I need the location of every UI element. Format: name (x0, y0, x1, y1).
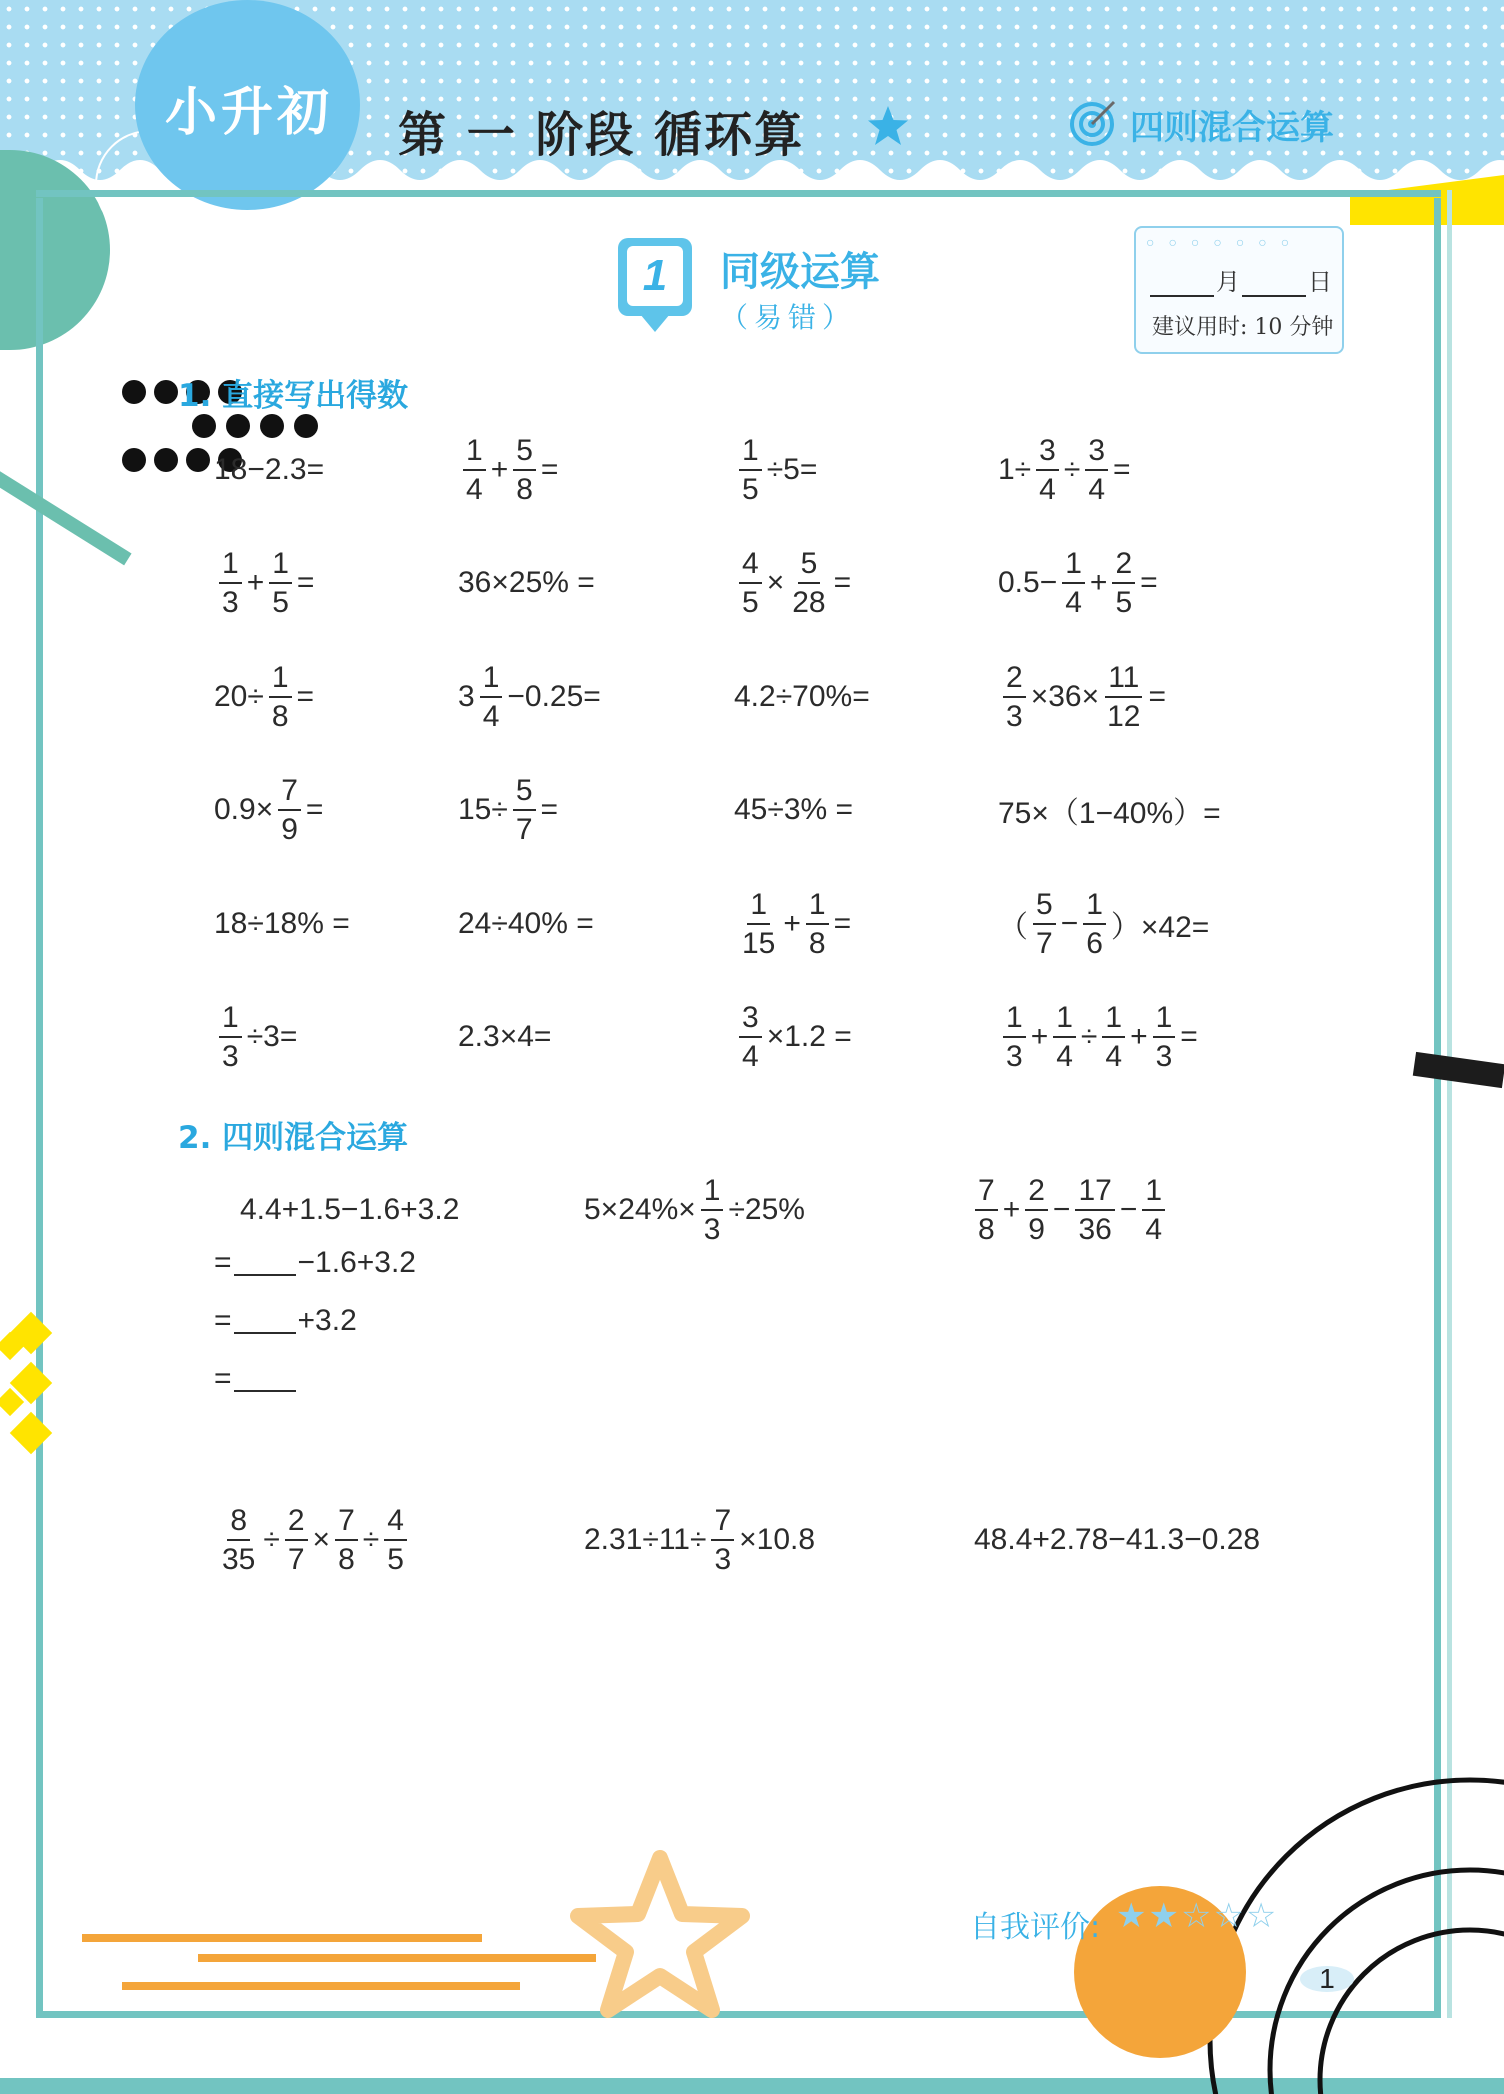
fraction (739, 546, 762, 619)
denominator: 15 (742, 926, 776, 960)
problem-r6-c4 (998, 997, 1198, 1077)
fraction (739, 887, 778, 960)
mixed-problem-5 (584, 1500, 815, 1580)
denominator: 8 (978, 1212, 995, 1246)
denominator: 9 (281, 812, 298, 846)
problem-r3-c2 (458, 657, 601, 737)
problem-r6-c1 (214, 997, 297, 1077)
denominator: 3 (222, 585, 239, 619)
problem-r4-c3 (734, 770, 853, 850)
fraction (739, 433, 762, 506)
fraction (269, 660, 292, 733)
part1-heading: 1. 直接写出得数 (178, 378, 409, 414)
expression-text: 0.5− (998, 566, 1058, 599)
expression-text: ×1.2 = (766, 1020, 852, 1053)
expression-text: 2.31÷11÷ (584, 1523, 707, 1556)
star-icon (866, 104, 910, 148)
fraction (1102, 1000, 1125, 1073)
expression-text: 18÷18% = (214, 907, 350, 940)
fraction (219, 546, 242, 619)
expression-text: 5×24%× (584, 1193, 696, 1226)
denominator: 9 (1028, 1212, 1045, 1246)
expression-text: 20÷ (214, 680, 264, 713)
solution-step-1 (214, 1246, 416, 1280)
expression-text: + (490, 453, 509, 486)
mixed-problem-2 (584, 1170, 805, 1250)
expression-text: = (305, 793, 324, 826)
problem-r5-c4 (998, 884, 1209, 964)
denominator: 5 (1115, 585, 1133, 619)
denominator: 4 (1039, 472, 1056, 506)
denominator: 3 (1006, 1039, 1023, 1073)
denominator: 6 (1086, 926, 1103, 960)
answer-blank[interactable] (234, 1250, 296, 1276)
problem-r1-c4 (998, 430, 1131, 510)
denominator: 4 (466, 472, 483, 506)
denominator: 4 (1088, 472, 1105, 506)
numerator: 1 (701, 1176, 724, 1211)
expression-text: = (833, 566, 852, 599)
expression-text: 4.2÷70%= (734, 680, 870, 713)
expression-text: = (1140, 566, 1158, 599)
numerator: 4 (384, 1506, 407, 1541)
answer-blank[interactable] (234, 1308, 296, 1334)
numerator: 17 (1075, 1176, 1114, 1211)
expression-text: ÷ (362, 1523, 380, 1556)
expression-text: + (1089, 566, 1108, 599)
problem-r4-c2 (458, 770, 558, 850)
fraction (701, 1173, 724, 1246)
expression-text: 3 (458, 680, 475, 713)
expression-text: ÷3= (246, 1020, 298, 1053)
decor-dot (154, 448, 178, 472)
numerator: 2 (285, 1506, 308, 1541)
fraction (975, 1173, 998, 1246)
fraction (269, 546, 292, 619)
decor-dot (154, 380, 178, 404)
denominator: 3 (1155, 1039, 1173, 1073)
expression-text: − (1119, 1193, 1138, 1226)
expression-text: + (1002, 1193, 1021, 1226)
decor-dot (122, 380, 146, 404)
expression-text: + (1030, 1020, 1049, 1053)
problem-r3-c1 (214, 657, 314, 737)
decor-dot (186, 448, 210, 472)
numerator: 2 (1112, 549, 1135, 584)
numerator: 3 (1036, 436, 1059, 471)
numerator: 5 (798, 549, 821, 584)
numerator: 1 (269, 549, 292, 584)
fraction (335, 1503, 358, 1576)
equals-sign: = (214, 1362, 232, 1395)
problem-r6-c3 (734, 997, 852, 1077)
expression-text: + (1130, 1020, 1148, 1053)
problem-r2-c3 (734, 543, 851, 623)
self-evaluation-stars[interactable]: ★★☆☆☆ (1116, 1897, 1279, 1935)
fraction (219, 1000, 242, 1073)
denominator: 3 (1006, 699, 1023, 733)
section-title: 同级运算 (720, 249, 880, 295)
mixed-problem-3 (970, 1170, 1170, 1250)
expression-text: + (783, 907, 801, 940)
fraction (278, 773, 301, 846)
numerator: 1 (1003, 1003, 1026, 1038)
expression-text: −0.25= (507, 680, 601, 713)
fraction (1003, 660, 1026, 733)
expression-text: 48.4+2.78−41.3−0.28 (974, 1523, 1261, 1556)
decor-dot (192, 414, 216, 438)
day-blank[interactable] (1242, 271, 1306, 297)
mixed-problem-6 (974, 1500, 1260, 1580)
numerator: 11 (1105, 663, 1142, 698)
fraction (513, 433, 536, 506)
part2-heading: 2. 四则混合运算 (178, 1120, 409, 1156)
expression-text: = (1113, 453, 1131, 486)
expression-text: × (766, 566, 785, 599)
numerator: 7 (975, 1176, 998, 1211)
denominator: 8 (516, 472, 533, 506)
fraction (1085, 433, 1108, 506)
fraction (513, 773, 536, 846)
page-frame-top (36, 190, 1441, 197)
page-number: 1 (1300, 1966, 1354, 1992)
numerator: 8 (227, 1506, 250, 1541)
denominator: 4 (1145, 1212, 1163, 1246)
denominator: 4 (1056, 1039, 1073, 1073)
fraction (789, 546, 828, 619)
denominator: 4 (482, 699, 500, 733)
fraction (1083, 887, 1106, 960)
expression-text: 2.3×4= (458, 1020, 552, 1053)
expression-text: + (246, 566, 265, 599)
fraction (285, 1503, 308, 1576)
denominator: 4 (742, 1039, 759, 1073)
numerator: 5 (513, 776, 536, 811)
denominator: 8 (271, 699, 289, 733)
solution-step-2 (214, 1304, 357, 1338)
problem-r2-c2 (458, 543, 595, 623)
fraction (806, 887, 829, 960)
denominator: 5 (272, 585, 289, 619)
expression-text: 4.4+1.5−1.6+3.2 (240, 1193, 460, 1226)
grade-badge-text: 小升初 (165, 83, 334, 143)
numerator: 1 (1053, 1003, 1076, 1038)
step-remainder: +3.2 (297, 1304, 357, 1337)
problem-r2-c4 (998, 543, 1158, 623)
expression-text: × (312, 1523, 331, 1556)
decor-star-outline (570, 1850, 750, 2020)
expression-text: = (296, 680, 315, 713)
numerator: 1 (1062, 549, 1085, 584)
denominator: 3 (714, 1542, 732, 1576)
stage-title: 第 一 阶段 循环算 (398, 107, 805, 163)
expression-text: ÷25% (728, 1193, 805, 1226)
problem-r6-c2 (458, 997, 551, 1077)
fraction (739, 1000, 762, 1073)
fraction (1025, 1173, 1048, 1246)
date-fill-line (1148, 262, 1332, 297)
denominator: 8 (338, 1542, 355, 1576)
numerator: 1 (1102, 1003, 1125, 1038)
numerator: 1 (747, 890, 770, 925)
expression-text: 24÷40% = (458, 907, 594, 940)
equals-sign: = (214, 1246, 232, 1279)
numerator: 1 (463, 436, 486, 471)
fraction (384, 1503, 407, 1576)
fraction (463, 433, 486, 506)
mixed-problem-4 (214, 1500, 412, 1580)
numerator: 3 (739, 1003, 762, 1038)
fraction (1036, 433, 1059, 506)
numerator: 1 (219, 549, 242, 584)
fraction (1104, 660, 1143, 733)
expression-text: 45÷3% = (734, 793, 854, 826)
expression-text: ）×42= (1110, 911, 1210, 944)
numerator: 2 (1025, 1176, 1048, 1211)
denominator: 36 (1078, 1212, 1112, 1246)
day-label: 日 (1308, 268, 1332, 296)
expression-text: ×10.8 (739, 1523, 816, 1556)
denominator: 5 (742, 472, 759, 506)
denominator: 7 (287, 1542, 305, 1576)
date-box-rings: ○○○○○○○ (1146, 234, 1304, 250)
fraction (1053, 1000, 1076, 1073)
topic-label: 四则混合运算 (1130, 108, 1334, 148)
numerator: 3 (1085, 436, 1108, 471)
decor-orange-line-1 (82, 1934, 482, 1942)
fraction (1033, 887, 1056, 960)
expression-text: = (1180, 1020, 1198, 1053)
numerator: 1 (1083, 890, 1106, 925)
section-subtitle: （易错） (720, 301, 857, 334)
denominator: 12 (1107, 699, 1141, 733)
expression-text: 36×25% = (458, 566, 595, 599)
fraction (1112, 546, 1135, 619)
numerator: 1 (480, 663, 503, 698)
expression-text: ÷ (1063, 453, 1081, 486)
problem-r5-c2 (458, 884, 594, 964)
fraction (1003, 1000, 1026, 1073)
numerator: 4 (739, 549, 762, 584)
suggested-time: 建议用时: 10 分钟 (1152, 315, 1334, 340)
numerator: 5 (1033, 890, 1056, 925)
date-box (1134, 226, 1344, 354)
expression-text: ×36× (1030, 680, 1100, 713)
expression-text: = (1148, 680, 1167, 713)
numerator: 1 (806, 890, 829, 925)
target-icon (1068, 96, 1120, 148)
fraction (1153, 1000, 1176, 1073)
problem-r1-c2 (458, 430, 558, 510)
expression-text: 0.9× (214, 793, 274, 826)
fraction (480, 660, 503, 733)
expression-text: 18−2.3= (214, 453, 325, 486)
problem-r5-c3 (734, 884, 851, 964)
solution-step-3 (214, 1362, 298, 1396)
step-remainder: −1.6+3.2 (297, 1246, 416, 1279)
section-number: 1 (627, 246, 683, 306)
fraction (219, 1503, 258, 1576)
expression-text: = (833, 907, 852, 940)
problem-r5-c1 (214, 884, 350, 964)
month-label: 月 (1216, 268, 1240, 296)
section-badge-pointer (640, 314, 670, 332)
decor-orange-line-2 (198, 1954, 596, 1962)
problem-r2-c1 (214, 543, 314, 623)
expression-text: = (540, 453, 559, 486)
numerator: 5 (513, 436, 536, 471)
fraction (1062, 546, 1085, 619)
denominator: 28 (792, 585, 826, 619)
expression-text: = (296, 566, 315, 599)
numerator: 1 (1153, 1003, 1176, 1038)
expression-text: 1÷ (998, 453, 1032, 486)
numerator: 1 (1142, 1176, 1165, 1211)
problem-r4-c4 (998, 770, 1221, 850)
denominator: 35 (222, 1542, 256, 1576)
problem-r4-c1 (214, 770, 323, 850)
expression-text: （ (998, 911, 1028, 944)
self-evaluation-label: 自我评价: (970, 1910, 1101, 1945)
denominator: 3 (222, 1039, 239, 1073)
month-blank[interactable] (1150, 271, 1214, 297)
expression-text: = (540, 793, 559, 826)
denominator: 3 (703, 1212, 721, 1246)
problem-r1-c3 (734, 430, 817, 510)
numerator: 7 (335, 1506, 358, 1541)
expression-text: ÷5= (766, 453, 818, 486)
problem-r1-c1 (214, 430, 324, 510)
fraction (1142, 1173, 1165, 1246)
problem-r3-c3 (734, 657, 870, 737)
decor-dot (122, 448, 146, 472)
decor-orange-line-3 (122, 1982, 520, 1990)
expression-text: ÷ (1080, 1020, 1098, 1053)
numerator: 7 (278, 776, 301, 811)
denominator: 4 (1065, 585, 1082, 619)
numerator: 1 (739, 436, 762, 471)
expression-text: − (1052, 1193, 1071, 1226)
denominator: 7 (515, 812, 533, 846)
fraction (1075, 1173, 1114, 1246)
fraction (711, 1503, 734, 1576)
numerator: 7 (711, 1506, 734, 1541)
denominator: 4 (1105, 1039, 1123, 1073)
denominator: 7 (1036, 926, 1053, 960)
expression-text: 15÷ (458, 793, 508, 826)
denominator: 5 (387, 1542, 404, 1576)
answer-blank[interactable] (234, 1366, 296, 1392)
numerator: 1 (269, 663, 292, 698)
expression-text: ÷ (263, 1523, 280, 1556)
denominator: 5 (742, 585, 759, 619)
expression-text: − (1060, 907, 1079, 940)
numerator: 2 (1003, 663, 1026, 698)
problem-r3-c4 (998, 657, 1166, 737)
expression-text: 75×（1−40%）= (998, 797, 1221, 830)
numerator: 1 (219, 1003, 242, 1038)
denominator: 8 (808, 926, 826, 960)
equals-sign: = (214, 1304, 232, 1337)
mixed-problem-1 (240, 1170, 459, 1250)
